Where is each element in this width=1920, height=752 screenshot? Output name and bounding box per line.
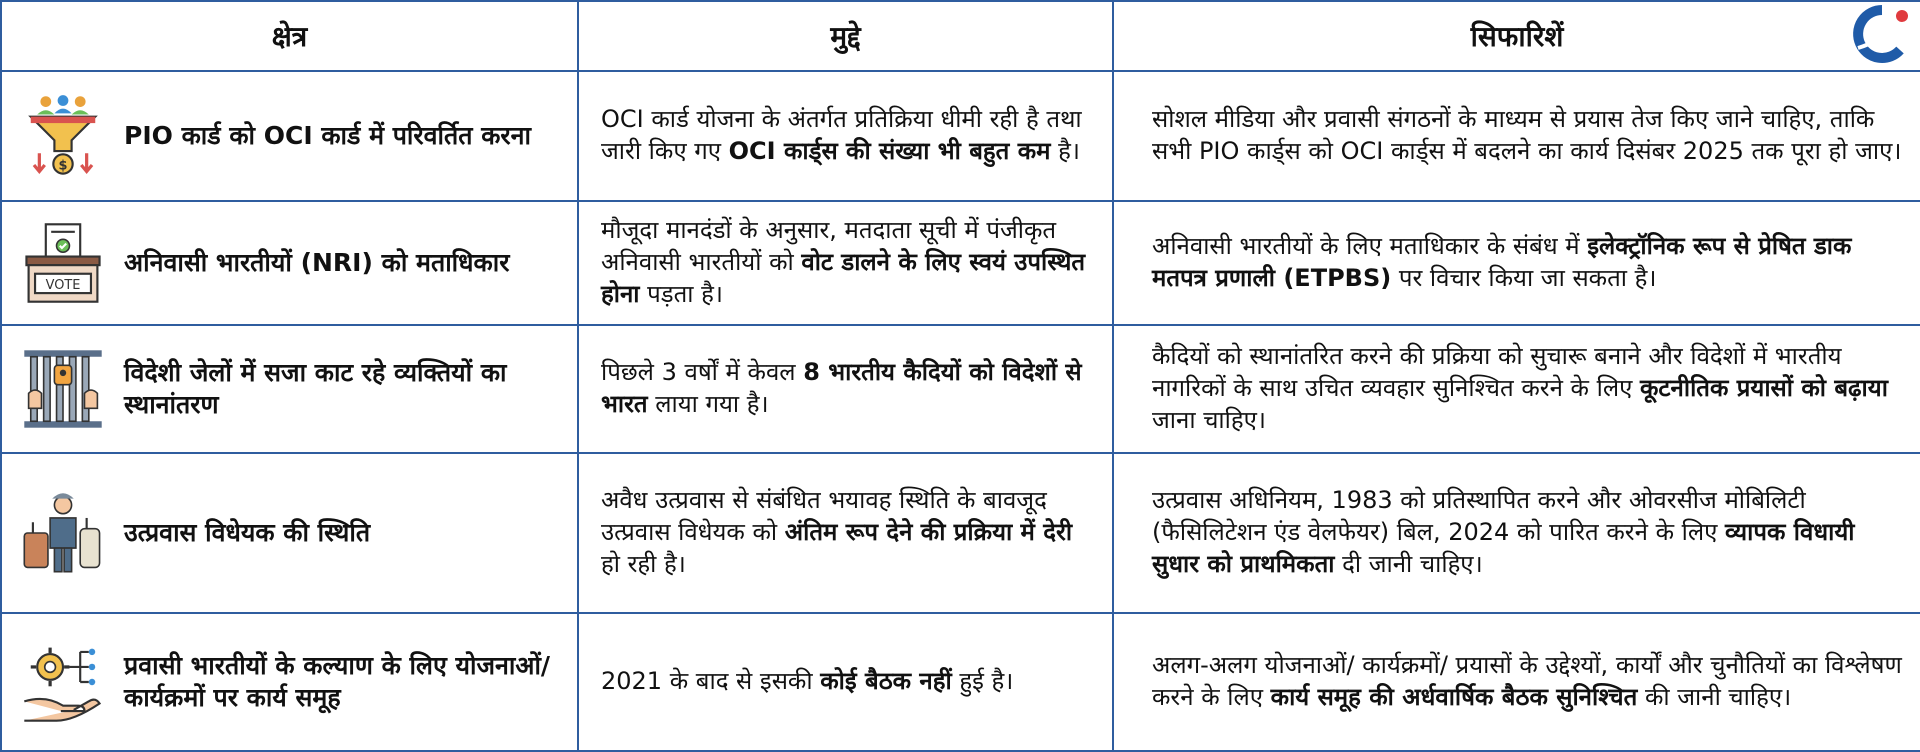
brand-logo (1842, 4, 1912, 64)
area-cell (1, 453, 578, 613)
table-row (1, 325, 1920, 453)
text-segment: हो रही है। (601, 549, 686, 578)
issue-cell (578, 613, 1113, 751)
issue-cell (578, 71, 1113, 201)
area-label: विदेशी जेलों में सजा काट रहे व्यक्तियों का स्थानांतरण (124, 357, 507, 419)
issue-cell (578, 453, 1113, 613)
area-cell (1, 325, 578, 453)
table-row (1, 453, 1920, 613)
text-segment: अवैध उत्प्रवास से संबंधित भयावह स्थिति के बावजूद उत्प्रवास विधेयक को (601, 486, 1047, 547)
prison-bars-icon (20, 346, 106, 432)
text-segment: सोशल मीडिया और प्रवासी संगठनों के माध्यम से प्रयास तेज किए जाने चाहिए, ताकि सभी PIO कार्ड्स को OCI कार्ड्स में बदलने का कार्य दिसंबर 2025 तक पूरा हो जाए। (1152, 105, 1902, 165)
issue-cell (578, 201, 1113, 325)
area-label: PIO कार्ड को OCI कार्ड में परिवर्तित करना (124, 120, 531, 150)
svg-text:$: $ (58, 158, 68, 174)
header-area: क्षेत्र (1, 1, 578, 71)
emphasis-text: 8 भारतीय कैदियों को विदेशों से भारत (601, 358, 1082, 418)
emphasis-text: इलेक्ट्रॉनिक रूप से प्रेषित डाक मतपत्र प्रणाली (ETPBS) (1152, 232, 1852, 292)
text-segment: 2021 के बाद से इसकी (601, 667, 821, 696)
area-label: प्रवासी भारतीयों के कल्याण के लिए योजनाओं/ कार्यक्रमों पर कार्य समूह (124, 650, 551, 712)
emphasis-text: कार्य समूह की अर्धवार्षिक बैठक सुनिश्चित (1270, 683, 1638, 711)
text-segment: अलग-अलग योजनाओं/ कार्यक्रमों/ प्रयासों के उद्देश्यों, कार्यों और चुनौतियों का विश्लेषण करने के लिए (1152, 651, 1902, 711)
text-segment: मौजूदा मानदंडों के अनुसार, मतदाता सूची में पंजीकृत अनिवासी भारतीयों को (601, 216, 1057, 277)
text-segment: जाना चाहिए। (1152, 405, 1266, 434)
table-row (1, 201, 1920, 325)
text-segment: कैदियों को स्थानांतरित करने की प्रक्रिया को सुचारू बनाने और विदेशों में भारतीय नागरिकों के साथ उचित व्यवहार सुनिश्चित करने के लिए (1152, 342, 1842, 403)
text-segment: पर विचार किया जा सकता है। (1391, 264, 1657, 292)
recommendation-cell (1113, 453, 1920, 613)
header-issues: मुद्दे (578, 1, 1113, 71)
recommendation-cell (1113, 201, 1920, 325)
recommendation-cell (1113, 325, 1920, 453)
issue-cell (578, 325, 1113, 453)
table-header-row (1, 1, 1920, 71)
header-recommendations: सिफारिशें (1113, 1, 1920, 71)
emphasis-text: वोट डालने के लिए स्वयं उपस्थित होना (601, 248, 1086, 308)
emphasis-text: व्यापक विधायी सुधार को प्राथमिकता (1152, 518, 1855, 578)
emphasis-text: अंतिम रूप देने की प्रक्रिया में देरी (784, 518, 1073, 547)
traveler-luggage-icon (20, 490, 106, 576)
recommendation-cell (1113, 613, 1920, 751)
text-segment: लाया गया है। (647, 390, 769, 418)
emphasis-text: OCI कार्ड्स की संख्या भी बहुत कम (728, 137, 1051, 165)
text-segment: अनिवासी भारतीयों के लिए मताधिकार के संबंध में (1152, 232, 1588, 261)
text-segment: पिछले 3 वर्षों में केवल (601, 358, 804, 387)
area-cell (1, 613, 578, 751)
text-segment: है। (1050, 137, 1080, 165)
table-row (1, 613, 1920, 751)
text-segment: हुई है। (951, 667, 1014, 696)
hand-gear-icon (20, 639, 106, 725)
area-label: उत्प्रवास विधेयक की स्थिति (124, 517, 371, 547)
table-row (1, 71, 1920, 201)
area-cell (1, 71, 578, 201)
recommendation-cell (1113, 71, 1920, 201)
area-cell (1, 201, 578, 325)
funnel-people-icon (20, 93, 106, 179)
text-segment: उत्प्रवास अधिनियम, 1983 को प्रतिस्थापित करने और ओवरसीज मोबिलिटी (फैसिलिटेशन एंड वेलफेयर) बिल, 2024 को पारित करने के लिए (1152, 486, 1806, 547)
svg-text:VOTE: VOTE (45, 277, 81, 293)
text-segment: पड़ता है। (639, 279, 723, 308)
emphasis-text: कोई बैठक नहीं (820, 667, 952, 696)
text-segment: दी जानी चाहिए। (1334, 549, 1483, 578)
text-segment: OCI कार्ड योजना के अंतर्गत प्रतिक्रिया धीमी रही है तथा जारी किए गए (601, 105, 1082, 165)
ballot-box-icon (20, 220, 106, 306)
emphasis-text: कूटनीतिक प्रयासों को बढ़ाया (1640, 374, 1888, 403)
text-segment: की जानी चाहिए। (1637, 683, 1792, 711)
area-label: अनिवासी भारतीयों (NRI) को मताधिकार (124, 247, 510, 277)
